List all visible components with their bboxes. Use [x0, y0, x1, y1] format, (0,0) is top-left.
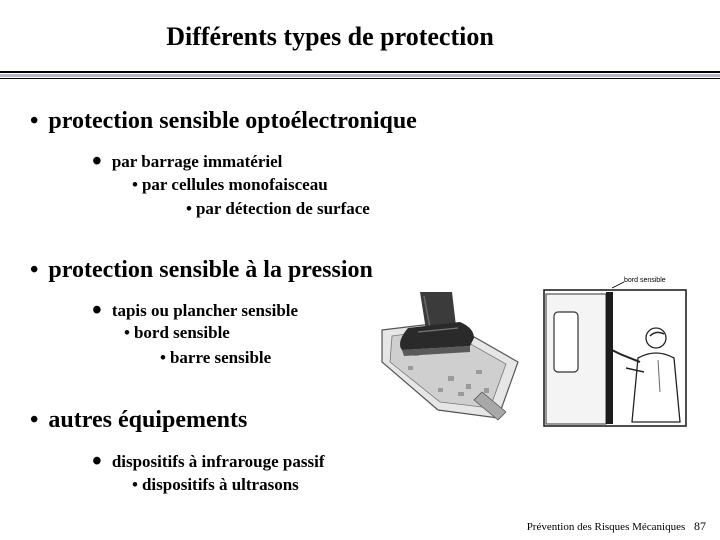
title-divider-middle [0, 74, 720, 77]
list-item-text: bord sensible [133, 323, 230, 342]
bullet-icon: • [132, 475, 138, 494]
list-item-text: dispositifs à infrarouge passif [111, 452, 325, 471]
edge-callout-label: bord sensible [624, 277, 666, 284]
list-item [132, 475, 299, 495]
bullet-icon: • [186, 199, 192, 218]
bullet-icon: • [92, 446, 102, 477]
section-heading-text: protection sensible optoélectronique [48, 108, 417, 134]
list-item-text: tapis ou plancher sensible [111, 301, 299, 320]
section-heading-optoelectronic [30, 108, 417, 135]
bullet-icon: • [92, 146, 102, 177]
list-item [132, 175, 328, 195]
slide-title: Différents types de protection [166, 22, 494, 51]
section-heading-other [30, 407, 247, 434]
boot-on-pressure-mat-illustration [378, 292, 528, 422]
bullet-icon: • [30, 407, 39, 433]
door-sensitive-edge-illustration [540, 272, 690, 428]
list-item-text: par détection de surface [195, 199, 370, 218]
title-divider-top [0, 71, 720, 73]
list-item-text: dispositifs à ultrasons [141, 475, 299, 494]
footer [527, 519, 706, 534]
list-item [92, 146, 282, 178]
section-heading-pressure [30, 257, 373, 284]
section-heading-text: autres équipements [48, 407, 248, 433]
list-item-text: barre sensible [169, 348, 272, 367]
bullet-icon: • [124, 323, 130, 342]
page-number: 87 [694, 519, 706, 533]
bullet-icon: • [92, 295, 102, 326]
list-item [92, 446, 325, 478]
list-item [124, 323, 230, 343]
section-heading-text: protection sensible à la pression [48, 257, 373, 283]
list-item [160, 348, 271, 368]
bullet-icon: • [30, 108, 39, 134]
footer-text: Prévention des Risques Mécaniques [526, 521, 686, 533]
bullet-icon: • [30, 257, 39, 283]
bullet-icon: • [160, 348, 166, 367]
bullet-icon: • [132, 175, 138, 194]
list-item-text: par barrage immatériel [111, 152, 283, 171]
list-item [186, 199, 370, 219]
title-divider-bottom [0, 78, 720, 79]
list-item-text: par cellules monofaisceau [141, 175, 328, 194]
